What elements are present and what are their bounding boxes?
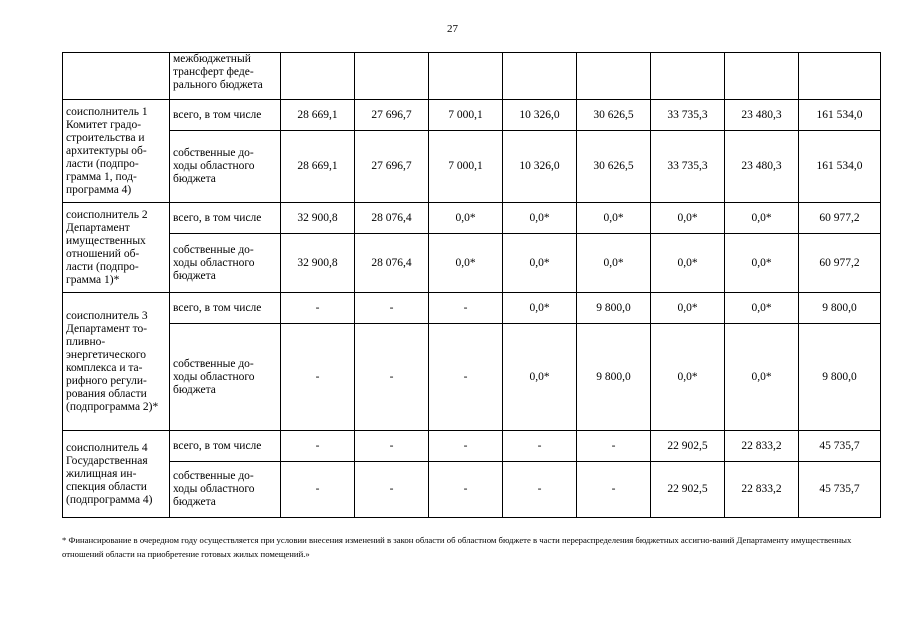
- value-cell: 28 669,1: [281, 131, 355, 203]
- value-cell: 32 900,8: [281, 203, 355, 234]
- value-cell: 0,0*: [503, 234, 577, 293]
- source-cell: всего, в том числе: [170, 431, 281, 462]
- value-cell: 23 480,3: [725, 131, 799, 203]
- budget-table: [62, 52, 881, 518]
- value-cell: -: [429, 324, 503, 431]
- value-cell: [355, 53, 429, 100]
- value-cell: [281, 53, 355, 100]
- value-cell: 10 326,0: [503, 131, 577, 203]
- value-cell: -: [577, 431, 651, 462]
- value-cell: -: [281, 324, 355, 431]
- value-cell: -: [355, 462, 429, 518]
- value-cell: [429, 53, 503, 100]
- source-cell: собственные до-ходы областного бюджета: [170, 324, 281, 431]
- table-row: [63, 53, 881, 100]
- value-cell: [725, 53, 799, 100]
- value-cell: 22 902,5: [651, 431, 725, 462]
- value-cell: [503, 53, 577, 100]
- value-cell: 45 735,7: [799, 431, 881, 462]
- table-row: [63, 293, 881, 324]
- value-cell: 28 076,4: [355, 234, 429, 293]
- value-cell: 0,0*: [651, 234, 725, 293]
- value-cell: 0,0*: [429, 203, 503, 234]
- value-cell: 7 000,1: [429, 100, 503, 131]
- value-cell: -: [503, 462, 577, 518]
- value-cell: 0,0*: [651, 203, 725, 234]
- table-body: [63, 53, 881, 518]
- value-cell: 22 833,2: [725, 462, 799, 518]
- table-row: [63, 100, 881, 131]
- value-cell: 9 800,0: [799, 293, 881, 324]
- executor-cell: соисполнитель 1 Комитет градо-строительства и архитектуры об-ласти (подпро-грамма 1, под-программа 4): [63, 100, 170, 203]
- value-cell: -: [429, 431, 503, 462]
- value-cell: -: [429, 293, 503, 324]
- value-cell: -: [577, 462, 651, 518]
- value-cell: 60 977,2: [799, 203, 881, 234]
- value-cell: 22 902,5: [651, 462, 725, 518]
- value-cell: 7 000,1: [429, 131, 503, 203]
- value-cell: [577, 53, 651, 100]
- executor-cell: соисполнитель 2 Департамент имущественных отношений об-ласти (подпро-грамма 1)*: [63, 203, 170, 293]
- value-cell: 161 534,0: [799, 131, 881, 203]
- table-row: [63, 234, 881, 293]
- source-cell: межбюджетный трансферт феде-рального бюджета: [170, 53, 281, 100]
- value-cell: 27 696,7: [355, 131, 429, 203]
- value-cell: 0,0*: [651, 293, 725, 324]
- value-cell: -: [503, 431, 577, 462]
- value-cell: 9 800,0: [799, 324, 881, 431]
- executor-cell: соисполнитель 3 Департамент то-пливно-энергетического комплекса и та-рифного регули-рования области (подпрограмма 2)*: [63, 293, 170, 431]
- value-cell: 0,0*: [725, 293, 799, 324]
- value-cell: 23 480,3: [725, 100, 799, 131]
- source-cell: всего, в том числе: [170, 203, 281, 234]
- value-cell: -: [281, 293, 355, 324]
- value-cell: 0,0*: [725, 203, 799, 234]
- footnote: * Финансирование в очередном году осуществляется при условии внесения изменений в закон области об областном бюджете в части перераспределения бюджетных ассигно-ваний Департаменту имущественных отношений области на приобретение готовых жилых помещений.»: [62, 535, 852, 559]
- executor-cell: [63, 53, 170, 100]
- source-cell: собственные до-ходы областного бюджета: [170, 462, 281, 518]
- value-cell: -: [355, 293, 429, 324]
- table-row: [63, 462, 881, 518]
- source-cell: собственные до-ходы областного бюджета: [170, 131, 281, 203]
- page-number: 27: [447, 23, 458, 35]
- value-cell: 28 669,1: [281, 100, 355, 131]
- value-cell: 10 326,0: [503, 100, 577, 131]
- table-row: [63, 431, 881, 462]
- value-cell: 0,0*: [429, 234, 503, 293]
- value-cell: 0,0*: [725, 234, 799, 293]
- value-cell: 9 800,0: [577, 324, 651, 431]
- table-row: [63, 203, 881, 234]
- value-cell: 0,0*: [725, 324, 799, 431]
- value-cell: 27 696,7: [355, 100, 429, 131]
- value-cell: 32 900,8: [281, 234, 355, 293]
- value-cell: 33 735,3: [651, 100, 725, 131]
- value-cell: 60 977,2: [799, 234, 881, 293]
- value-cell: 0,0*: [503, 293, 577, 324]
- value-cell: 0,0*: [577, 203, 651, 234]
- value-cell: 0,0*: [651, 324, 725, 431]
- source-cell: всего, в том числе: [170, 100, 281, 131]
- value-cell: 0,0*: [503, 203, 577, 234]
- value-cell: 161 534,0: [799, 100, 881, 131]
- value-cell: 0,0*: [577, 234, 651, 293]
- table-row: [63, 131, 881, 203]
- executor-cell: соисполнитель 4 Государственная жилищная ин-спекция области (подпрограмма 4): [63, 431, 170, 518]
- value-cell: 9 800,0: [577, 293, 651, 324]
- value-cell: -: [281, 462, 355, 518]
- table-row: [63, 324, 881, 431]
- value-cell: 30 626,5: [577, 100, 651, 131]
- value-cell: 45 735,7: [799, 462, 881, 518]
- value-cell: 0,0*: [503, 324, 577, 431]
- source-cell: собственные до-ходы областного бюджета: [170, 234, 281, 293]
- value-cell: 22 833,2: [725, 431, 799, 462]
- value-cell: -: [355, 431, 429, 462]
- source-cell: всего, в том числе: [170, 293, 281, 324]
- value-cell: 33 735,3: [651, 131, 725, 203]
- value-cell: 28 076,4: [355, 203, 429, 234]
- value-cell: [799, 53, 881, 100]
- value-cell: -: [429, 462, 503, 518]
- value-cell: -: [355, 324, 429, 431]
- value-cell: -: [281, 431, 355, 462]
- value-cell: 30 626,5: [577, 131, 651, 203]
- value-cell: [651, 53, 725, 100]
